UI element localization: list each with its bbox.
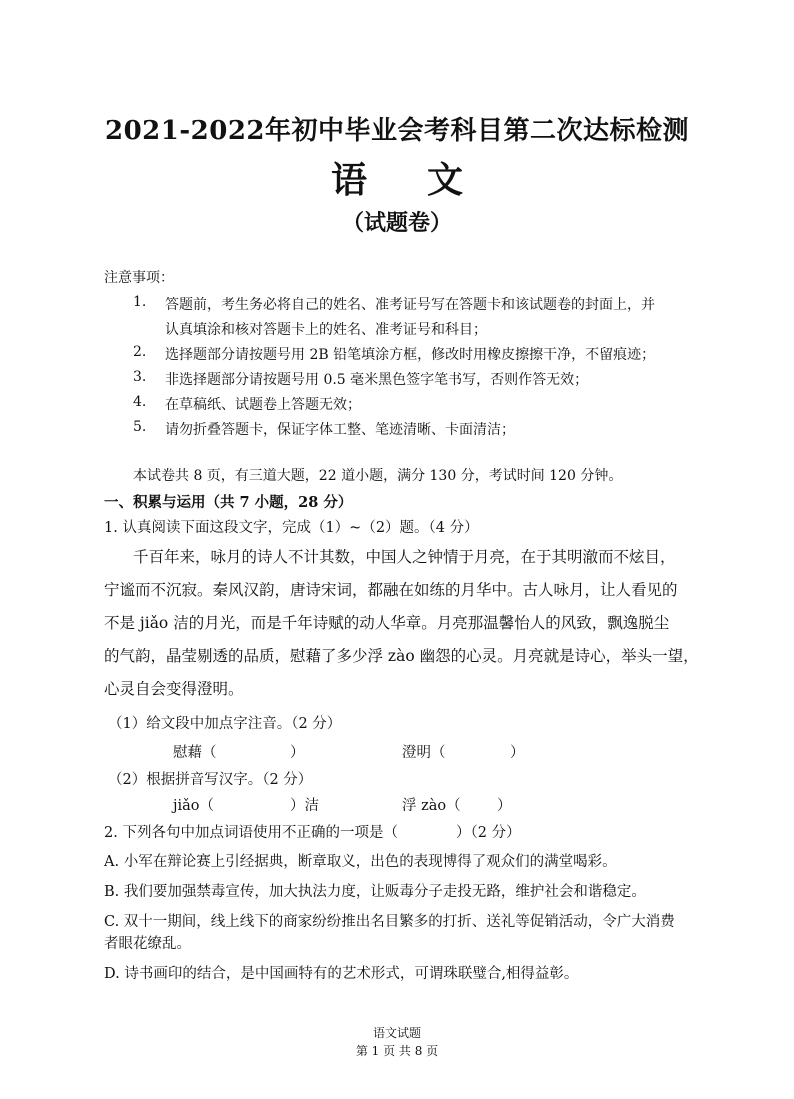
hanzi-answer-a-label: jiǎo（ — [173, 798, 215, 814]
notice-heading: 注意事项： — [104, 270, 174, 286]
main-title: 2021-2022年初中毕业会考科目第二次达标检测 — [104, 116, 690, 146]
notice-item-text: 非选择题部分请按题号用 0.5 毫米黑色签字笔书写，否则作答无效； — [165, 372, 589, 388]
notice-item-text: 认真填涂和核对答题卡上的姓名、准考证号和科目； — [165, 322, 487, 338]
page-number: 第 1 页 共 8 页 — [355, 1044, 439, 1058]
subject-title: 语文 — [330, 159, 523, 201]
section-heading: 一、积累与运用（共 7 小题，28 分） — [104, 494, 353, 511]
option-d: D. 诗书画印的结合，是中国画特有的艺术形式，可谓珠联璧合,相得益彰。 — [104, 966, 579, 982]
question-1-stem: 1. 认真阅读下面这段文字，完成（1）~（2）题。（4 分） — [104, 520, 479, 536]
option-c: C. 双十一期间，线上线下的商家纷纷推出名目繁多的打折、送礼等促销活动，令广大消费 — [104, 914, 675, 930]
pinyin-answer-a-label: 慰藉（ — [173, 745, 217, 761]
passage-line: 宁谧而不沉寂。秦风汉韵，唐诗宋词，都融在如练的月华中。古人咏月，让人看见的 — [104, 581, 678, 599]
passage-line: 不是 jiǎo 洁的月光，而是千年诗赋的动人华章。月亮那温馨怡人的风致，飘逸脱尘 — [104, 614, 670, 632]
notice-item-number: 4. — [133, 394, 147, 410]
hanzi-answer-b-blank[interactable]: ） — [497, 798, 512, 814]
notice-item-number: 1. — [133, 294, 147, 310]
sub-question-2-stem: （2）根据拼音写汉字。（2 分） — [108, 772, 313, 788]
notice-item-text: 请勿折叠答题卡，保证字体工整、笔迹清晰、卡面清洁； — [165, 422, 515, 438]
sub-question-1-stem: （1）给文段中加点字注音。（2 分） — [108, 716, 342, 732]
question-2-answer-blank[interactable]: ）（2 分） — [456, 825, 521, 841]
option-b: B. 我们要加强禁毒宣传，加大执法力度，让贩毒分子走投无路，维护社会和谐稳定。 — [104, 884, 646, 900]
subtitle: （试题卷） — [341, 210, 452, 236]
notice-item-number: 3. — [133, 369, 147, 385]
passage-line: 心灵自会变得澄明。 — [104, 680, 244, 698]
notice-item-text: 选择题部分请按题号用 2B 铅笔填涂方框，修改时用橡皮擦擦干净，不留痕迹； — [165, 347, 656, 363]
footer-title: 语文试题 — [372, 1026, 421, 1040]
passage-line: 的气韵，晶莹剔透的品质，慰藉了多少浮 zào 幽怨的心灵。月亮就是诗心，举头一望， — [104, 647, 699, 665]
notice-item-text: 答题前，考生务必将自己的姓名、准考证号写在答题卡和该试题卷的封面上，并 — [165, 297, 655, 313]
hanzi-answer-a-blank[interactable]: ）洁 — [290, 798, 319, 814]
exam-summary: 本试卷共 8 页，有三道大题，22 道小题，满分 130 分，考试时间 120 分钟。 — [133, 468, 623, 484]
notice-item-number: 5. — [133, 419, 147, 435]
notice-item-text: 在草稿纸、试题卷上答题无效； — [165, 397, 361, 413]
hanzi-answer-b-label: 浮 zào（ — [402, 798, 461, 814]
pinyin-answer-a-blank[interactable]: ） — [290, 745, 305, 761]
notice-item-number: 2. — [133, 344, 147, 360]
option-a: A. 小军在辩论赛上引经据典，断章取义，出色的表现博得了观众们的满堂喝彩。 — [104, 854, 617, 870]
pinyin-answer-b-blank[interactable]: ） — [510, 745, 525, 761]
pinyin-answer-b-label: 澄明（ — [402, 745, 446, 761]
option-c-continued: 者眼花缭乱。 — [104, 936, 191, 952]
passage-line: 千百年来，咏月的诗人不计其数，中国人之钟情于月亮，在于其明澈而不炫目， — [133, 548, 676, 566]
question-2-stem: 2. 下列各句中加点词语使用不正确的一项是（ — [104, 825, 398, 841]
